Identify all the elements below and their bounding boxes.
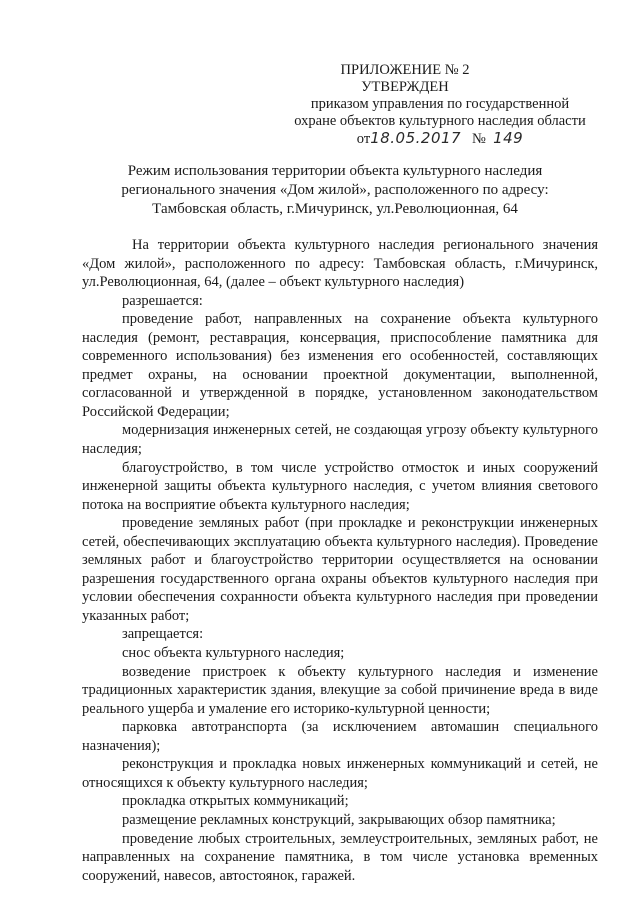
forbidden-item: парковка автотранспорта (за исключением автомашин специального назначения);: [82, 719, 598, 754]
document-title: [100, 162, 570, 219]
number-prefix: №: [471, 131, 486, 147]
order-date-line: [270, 130, 610, 148]
title-line-1: Режим использования территории объекта культурного наследия: [127, 163, 543, 179]
allowed-label: разрешается:: [122, 292, 203, 309]
handwritten-date: 18.05.2017: [370, 129, 462, 147]
intro-paragraph: На территории объекта культурного наследия регионального значения «Дом жилой», расположенного по адресу: Тамбовская область, г.Мичуринск, ул.Революционная, 64, (далее – объект культурного наследия): [82, 237, 598, 291]
forbidden-item: размещение рекламных конструкций, закрывающих обзор памятника;: [122, 811, 556, 828]
handwritten-number: 149: [493, 129, 524, 147]
appendix-label: ПРИЛОЖЕНИЕ № 2: [340, 62, 470, 78]
approval-header: [270, 62, 610, 148]
order-line-2: охране объектов культурного наследия области: [294, 113, 586, 129]
allowed-item: модернизация инженерных сетей, не создающая угрозу объекту культурного наследия;: [82, 422, 598, 458]
allowed-item: проведение земляных работ (при прокладке и реконструкции инженерных сетей, обеспечивающих эксплуатацию объекта культурного наследия). Проведение земляных работ и благоустройство территории осуществляется на основании разрешения государственного органа охраны объектов культурного наследия при условии обеспечения сохранности объекта культурного наследия при проведении указанных работ;: [82, 515, 598, 624]
title-line-2: регионального значения «Дом жилой», расположенного по адресу:: [121, 182, 549, 198]
forbidden-item: реконструкция и прокладка новых инженерных коммуникаций и сетей, не относящихся к объекту культурного наследия;: [82, 756, 598, 791]
order-line-1: приказом управления по государственной: [310, 96, 570, 112]
forbidden-item: возведение пристроек к объекту культурного наследия и изменение традиционных характеристик здания, влекущие за собой причинение вреда в виде реального ущерба и умаление его историко-культурной ценности;: [82, 663, 598, 717]
document-body: [82, 236, 598, 885]
forbidden-item: снос объекта культурного наследия;: [122, 645, 345, 662]
forbidden-item: прокладка открытых коммуникаций;: [122, 793, 349, 810]
date-prefix: от: [356, 131, 371, 147]
allowed-item: благоустройство, в том числе устройство отмосток и иных сооружений инженерной защиты объекта культурного наследия, с учетом влияния светового потока на восприятие объекта культурного наследия;: [82, 459, 598, 513]
approved-label: УТВЕРЖДЕН: [361, 79, 449, 95]
allowed-item: проведение работ, направленных на сохранение объекта культурного наследия (ремонт, реставрация, консервация, приспособление памятника для современного использования) без изменения его особенностей, составляющих предмет охраны, на основании проектной документации, выполненной, согласованной и утвержденной в порядке, установленном законодательством Российской Федерации;: [82, 311, 598, 420]
forbidden-label: запрещается:: [122, 626, 204, 643]
title-line-3: Тамбовская область, г.Мичуринск, ул.Революционная, 64: [152, 201, 518, 217]
forbidden-item: проведение любых строительных, землеустроительных, земляных работ, не направленных на сохранение памятника, в том числе установка временных сооружений, навесов, автостоянок, гаражей.: [82, 830, 598, 884]
